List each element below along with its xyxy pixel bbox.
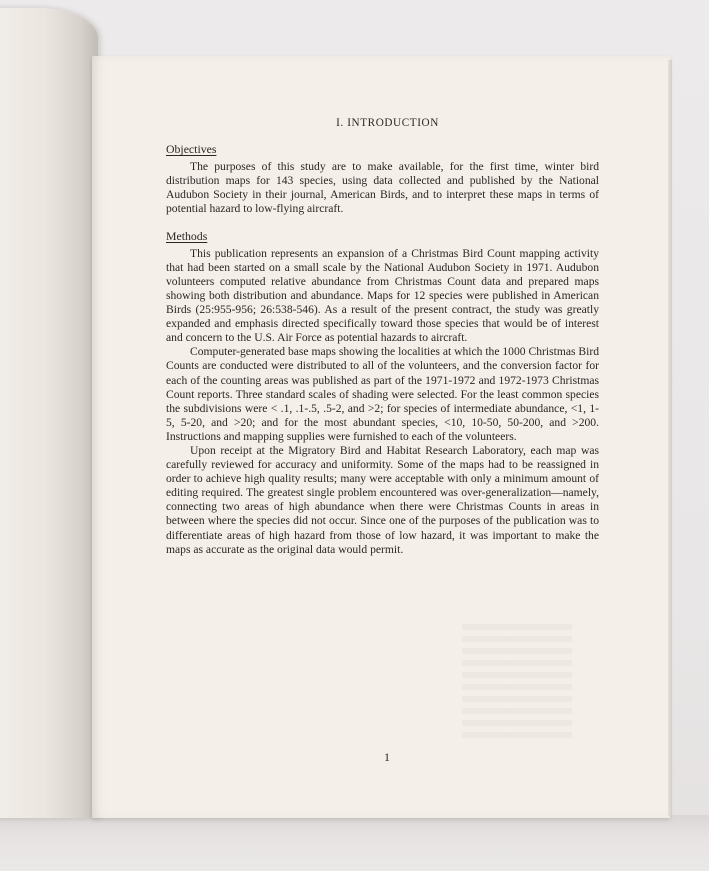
objectives-heading: Objectives bbox=[166, 142, 217, 157]
methods-paragraph-1: This publication represents an expansion of a Christmas Bird Count mapping activity that had been started on a small scale by the National Audubon Society in 1971. Audubon volunteers computed relative abundance from Christmas Count data and prepared maps showing both distribution and abundance. Maps for 12 species were published in American Birds (25:955-956; 26:538-546). As a result of the present contract, the study was greatly expanded and emphasis directed specifically toward those species that would be of interest and concern to the U.S. Air Force as potential hazards to aircraft. bbox=[166, 246, 599, 345]
objectives-section bbox=[166, 142, 599, 216]
objectives-paragraph: The purposes of this study are to make available, for the first time, winter bird distribution maps for 143 species, using data collected and published by the National Audubon Society in their journal, American Birds, and to interpret these maps in terms of potential hazard to low-flying aircraft. bbox=[166, 160, 599, 216]
methods-paragraph-2: Computer-generated base maps showing the localities at which the 1000 Christmas Bird Counts are conducted were distributed to all of the volunteers, and the conversion factor for each of the counting areas was published as part of the 1971-1972 and 1972-1973 Christmas Count reports. Three standard scales of shading were selected. For the least common species the subdivisions were < .1, .1-.5, .5-2, and >2; for species of intermediate abundance, <1, 1-5, 5-20, and >20; and for the most abundant species, <10, 10-50, 50-200, and >200. Instructions and mapping supplies were furnished to each of the volunteers. bbox=[166, 345, 600, 443]
show-through-text bbox=[462, 624, 572, 744]
methods-section bbox=[166, 229, 599, 557]
page-number: 1 bbox=[384, 750, 390, 764]
page-content bbox=[166, 116, 599, 569]
chapter-title: I. INTRODUCTION bbox=[336, 117, 439, 129]
page-edge bbox=[668, 60, 672, 816]
methods-heading: Methods bbox=[166, 228, 208, 243]
document-page bbox=[92, 56, 670, 818]
surface-shadow bbox=[0, 815, 709, 871]
left-page-curl bbox=[0, 8, 98, 818]
methods-paragraph-3: Upon receipt at the Migratory Bird and Habitat Research Laboratory, each map was carefully reviewed for accuracy and uniformity. Some of the maps had to be reassigned in order to achieve high quality results; many were acceptable with only a minimum amount of editing required. The greatest single problem encountered was over-generalization—namely, connecting two areas of high abundance when there were Christmas Counts in areas in between where the species did not occur. Since one of the purposes of the publication was to differentiate areas of high hazard from those of low hazard, it was important to make the maps as accurate as the original data would permit. bbox=[166, 443, 599, 556]
